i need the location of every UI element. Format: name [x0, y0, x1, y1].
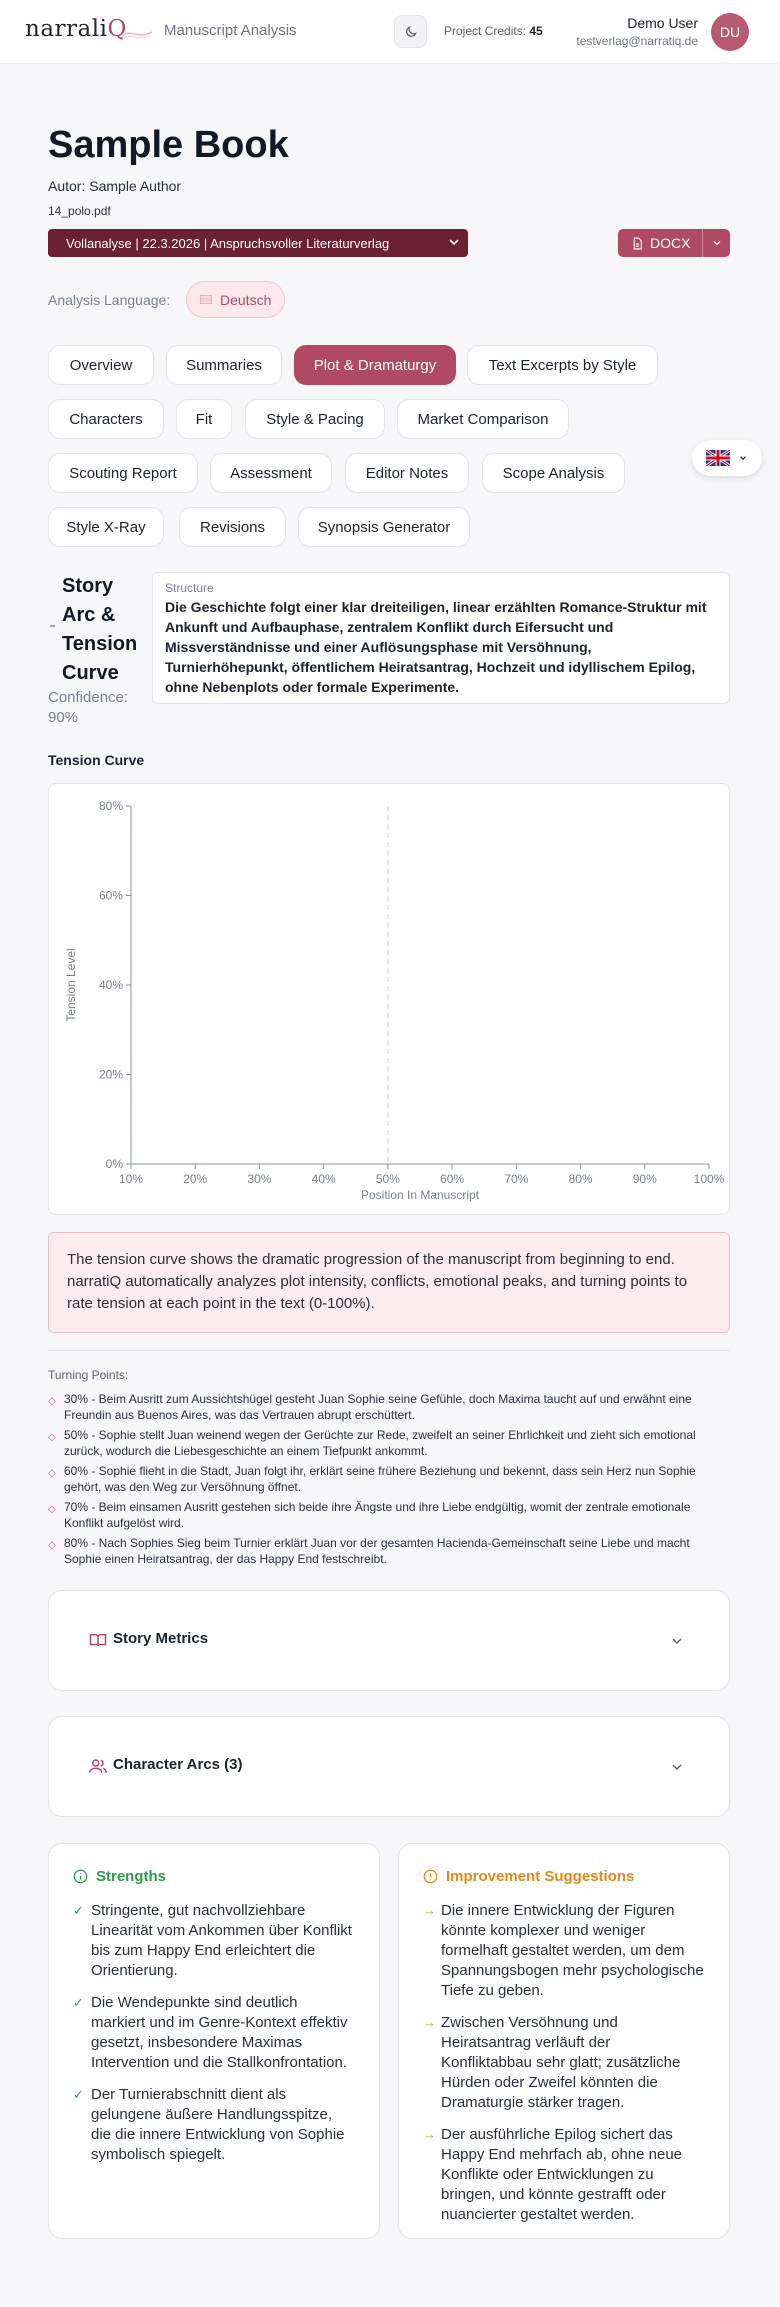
logo-q: Q [107, 16, 127, 42]
arrow-right-icon: → [423, 2127, 436, 2142]
tab-assessment[interactable]: Assessment [210, 453, 332, 493]
tab-scouting-report[interactable]: Scouting Report [48, 453, 198, 493]
structure-text: Die Geschichte folgt einer klar dreiteiligen, linear erzählten Romance-Struktur mit Ankunft und Aufbauphase, zentralem Konflikt durch Eifersucht und Missverständnisse und einer Auflösungsphase mit Versöhnung, Turnierhöhepunkt, öffentlichem Heiratsantrag, Hochzeit und idyllischem Epilog, ohne Nebenplots oder formale Experimente. [165, 599, 707, 695]
arrow-right-icon: → [423, 1903, 436, 1918]
tab-market-comparison[interactable]: Market Comparison [397, 399, 569, 439]
docx-label: DOCX [650, 235, 691, 251]
x-tick-label: 100% [693, 1172, 725, 1186]
x-tick-label: 80% [568, 1172, 593, 1186]
y-tick-label: 0% [105, 1157, 123, 1171]
tab-editor-notes[interactable]: Editor Notes [345, 453, 469, 493]
tab-plot-dramaturgy[interactable]: Plot & Dramaturgy [294, 345, 456, 385]
x-tick-label: 60% [440, 1172, 465, 1186]
info-circle-icon [73, 1869, 88, 1884]
turning-points-label: Turning Points: [48, 1368, 129, 1382]
x-tick-label: 30% [247, 1172, 272, 1186]
x-tick-label: 90% [632, 1172, 657, 1186]
arrow-right-icon: → [423, 2015, 436, 2030]
strength-item [73, 1993, 355, 2073]
credits-value: 45 [529, 24, 543, 38]
tab-text-excerpts[interactable]: Text Excerpts by Style [467, 345, 658, 385]
file-icon [631, 237, 644, 250]
tab-revisions[interactable]: Revisions [179, 507, 286, 547]
diamond-icon: ◇ [48, 1396, 56, 1407]
improvement-item [423, 2125, 705, 2225]
flag-de-icon [200, 295, 212, 304]
confidence-text: Confidence: 90% [48, 689, 129, 726]
improvement-text: Die innere Entwicklung der Figuren könnte komplexer und weniger formelhaft gestaltet werden, um dem Spannungsbogen mehr psychologische Tiefe zu geben. [441, 1902, 704, 1999]
turning-point-text: 30% - Beim Ausritt zum Aussichtshügel gesteht Juan Sophie seine Gefühle, doch Maxima taucht auf und erwähnt eine Freundin aus Buenos Aires, was das Vertrauen abrupt erschüttert. [64, 1392, 692, 1422]
character-arcs-accordion[interactable] [48, 1716, 730, 1817]
tab-scope-analysis[interactable]: Scope Analysis [482, 453, 625, 493]
chevron-down-icon [738, 453, 748, 463]
avatar[interactable]: DU [711, 13, 749, 51]
strength-text: Die Wendepunkte sind deutlich markiert und im Genre-Kontext effektiv gesetzt, insbesondere Maximas Intervention und die Stallkonfrontation. [91, 1994, 348, 2071]
diamond-icon: ◇ [48, 1540, 56, 1551]
user-email: testverlag@narratiq.de [576, 34, 698, 48]
chevron-down-icon [711, 237, 723, 249]
ui-language-switcher[interactable] [692, 440, 762, 476]
turning-point-text: 60% - Sophie flieht in die Stadt, Juan folgt ihr, erklärt seine frühere Beziehung und bekennt, dass sein Herz nun Sophie gehört, was den Weg zur Versöhnung öffnet. [64, 1464, 696, 1494]
check-icon: ✓ [73, 1903, 84, 1918]
y-tick-label: 80% [98, 799, 123, 813]
book-file: 14_polo.pdf [48, 204, 111, 218]
chevron-down-icon [669, 1633, 685, 1649]
improvement-text: Zwischen Versöhnung und Heiratsantrag verläuft der Konfliktabbau sehr glatt; zusätzliche Hürden oder Zweifel könnten die Dramaturgie stärker tragen. [441, 2014, 681, 2111]
turning-point-text: 50% - Sophie stellt Juan weinend wegen der Gerüchte zur Rede, zweifelt an seiner Ehrlichkeit und zieht sich emotional zurück, wodurch die Liebesgeschichte an einem Tiefpunkt ankommt. [64, 1428, 696, 1458]
chevron-down-icon [446, 234, 462, 250]
turning-point-item [48, 1535, 730, 1567]
improvements-header [423, 1868, 705, 1885]
analysis-language-label: Analysis Language: [48, 292, 171, 308]
tension-chart [48, 783, 730, 1215]
strengths-panel [48, 1843, 380, 2239]
tab-style-pacing[interactable]: Style & Pacing [245, 399, 385, 439]
strength-text: Stringente, gut nachvollziehbare Linearität vom Ankommen über Konflikt bis zum Happy End erleichtert die Orientierung. [91, 1902, 352, 1979]
turning-point-item [48, 1499, 730, 1531]
improvement-item [423, 1901, 705, 2001]
tension-info-box: The tension curve shows the dramatic progression of the manuscript from beginning to end. narratiQ automatically analyzes plot intensity, conflicts, emotional peaks, and turning points to rate tension at each point in the text (0-100%). [48, 1232, 730, 1333]
turning-point-item [48, 1427, 730, 1459]
strength-text: Der Turnierabschnitt dient als gelungene äußere Handlungsspitze, die die innere Entwicklung von Sophie symbolisch spiegelt. [91, 2086, 345, 2163]
narratiq-logo[interactable] [25, 16, 127, 42]
tab-fit[interactable]: Fit [176, 399, 232, 439]
header-subtitle: Manuscript Analysis [164, 22, 297, 39]
character-arcs-label: Character Arcs (3) [113, 1756, 243, 1773]
x-axis-ticks [119, 1164, 725, 1186]
check-icon: ✓ [73, 1995, 84, 2010]
turning-point-item [48, 1463, 730, 1495]
x-tick-label: 70% [504, 1172, 529, 1186]
check-icon: ✓ [73, 2087, 84, 2102]
x-tick-label: 10% [118, 1172, 144, 1186]
analysis-language-value: Deutsch [220, 291, 272, 308]
docx-download[interactable] [618, 229, 702, 257]
chevron-down-icon [669, 1759, 685, 1775]
improvement-item [423, 2013, 705, 2113]
alert-circle-icon [423, 1869, 438, 1884]
project-credits [444, 24, 543, 38]
divider [48, 1350, 730, 1351]
arc-marker [50, 625, 55, 627]
analysis-select-value: Vollanalyse | 22.3.2026 | Anspruchsvoller Literaturverlag [66, 235, 390, 251]
structure-label: Structure [165, 581, 214, 595]
improvement-text: Der ausführliche Epilog sichert das Happy End mehrfach ab, ohne neue Konflikte oder Entwicklungen zu bringen, und könnte gestrafft oder nuancierter gestaltet werden. [441, 2126, 683, 2223]
strengths-title: Strengths [96, 1868, 167, 1885]
book-author: Autor: Sample Author [48, 178, 182, 194]
export-options-toggle[interactable] [702, 229, 730, 257]
tension-chart-svg [49, 784, 731, 1216]
improvements-title: Improvement Suggestions [446, 1868, 635, 1885]
story-metrics-accordion[interactable] [48, 1590, 730, 1691]
diamond-icon: ◇ [48, 1432, 56, 1443]
analysis-version-select[interactable] [48, 229, 468, 257]
strengths-header [73, 1868, 355, 1885]
tab-characters[interactable]: Characters [48, 399, 164, 439]
story-arc-title: Story Arc & Tension Curve [62, 575, 138, 684]
diamond-icon: ◇ [48, 1468, 56, 1479]
tension-curve-heading: Tension Curve [48, 752, 145, 768]
strength-item [73, 2085, 355, 2165]
flag-uk-icon [706, 450, 730, 466]
structure-box [152, 572, 730, 704]
x-axis-label: Position In Manuscript [360, 1188, 480, 1202]
turning-point-text: 70% - Beim einsamen Ausritt gestehen sich beide ihre Ängste und ihre Liebe endgültig, womit der zentrale emotionale Konflikt aufgelöst wird. [64, 1500, 691, 1530]
diamond-icon: ◇ [48, 1504, 56, 1515]
tab-synopsis-generator[interactable]: Synopsis Generator [298, 507, 470, 547]
book-icon [89, 1632, 107, 1648]
y-tick-label: 40% [98, 978, 123, 992]
users-icon [89, 1758, 107, 1774]
x-tick-label: 50% [375, 1172, 400, 1186]
y-axis-ticks [99, 799, 131, 1171]
tab-overview[interactable]: Overview [48, 345, 154, 385]
logo-swirl-icon [120, 26, 154, 42]
book-title: Sample Book [48, 124, 289, 166]
theme-toggle-button[interactable] [394, 15, 427, 48]
y-tick-label: 60% [98, 888, 123, 903]
story-metrics-label: Story Metrics [113, 1630, 209, 1647]
logo-text: narrali [25, 16, 108, 42]
turning-point-text: 80% - Nach Sophies Sieg beim Turnier erklärt Juan vor der gesamten Hacienda-Gemeinschaft seine Liebe und macht Sophie einen Heiratsantrag, der das Happy End festschreibt. [64, 1536, 690, 1566]
x-tick-label: 20% [183, 1172, 208, 1186]
y-axis-label: Tension Level [64, 948, 78, 1022]
x-tick-label: 40% [311, 1172, 336, 1186]
tab-style-x-ray[interactable]: Style X-Ray [48, 507, 164, 547]
tab-summaries[interactable]: Summaries [166, 345, 282, 385]
strength-item [73, 1901, 355, 1981]
user-name: Demo User [627, 15, 698, 31]
moon-icon [404, 25, 418, 39]
turning-point-item [48, 1391, 730, 1423]
credits-label: Project Credits: [444, 24, 527, 38]
improvements-panel [398, 1843, 730, 2239]
top-header [0, 0, 780, 64]
analysis-language-pill[interactable] [186, 281, 285, 318]
docx-export-button[interactable] [618, 229, 730, 257]
y-tick-label: 20% [98, 1067, 123, 1082]
